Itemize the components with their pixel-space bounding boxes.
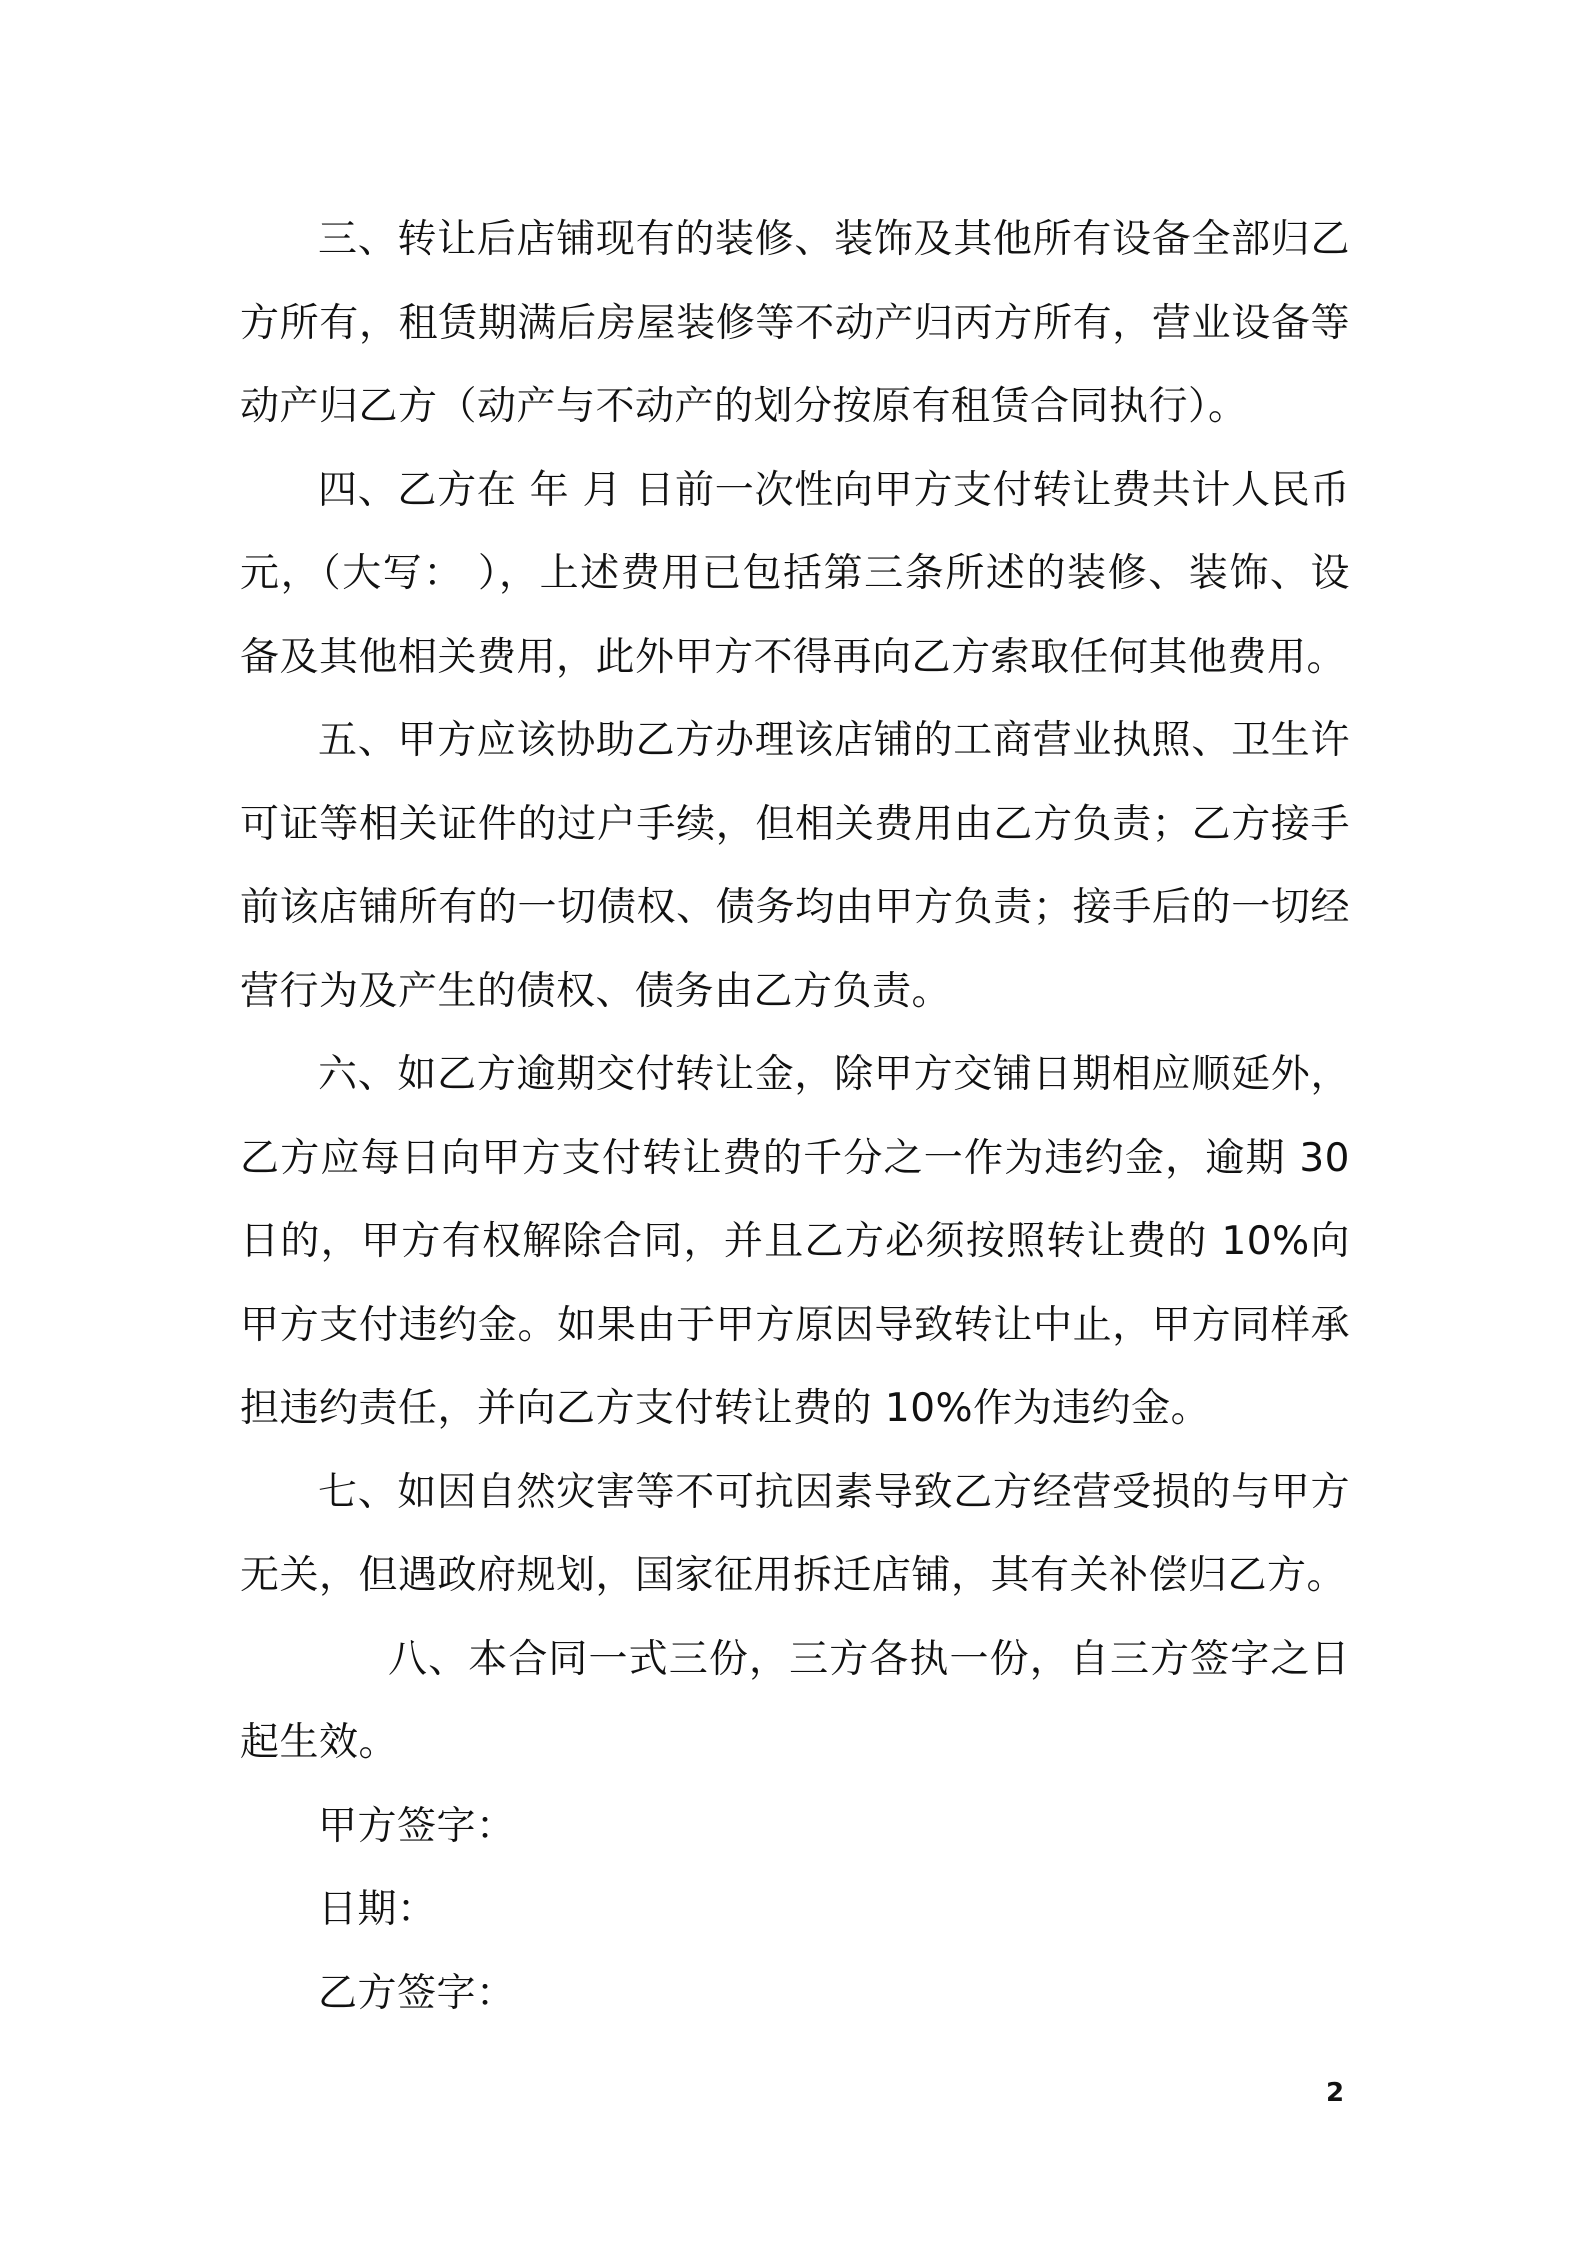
date-label: 日期： [318,1887,437,1932]
party-b-signature-label: 乙方签字： [318,1970,516,2016]
party-a-signature-label: 甲方签字： [318,1803,516,1849]
document-body [240,198,1350,2035]
clause-7: 七、如因自然灾害等不可抗因素导致乙方经营受损的与甲方无关，但遇政府规划，国家征用拆迁店铺，其有关补偿归乙方。 [240,1469,1350,1598]
page-number: 2 [1326,2078,1345,2108]
clause-5: 五、甲方应该协助乙方办理该店铺的工商营业执照、卫生许可证等相关证件的过户手续，但相关费用由乙方负责；乙方接手前该店铺所有的一切债权、债务均由甲方负责；接手后的一切经营行为及产生的债权、债务由乙方负责。 [240,718,1350,1014]
clause-8: 八、本合同一式三份，三方各执一份，自三方签字之日起生效。 [240,1636,1350,1765]
clause-3: 三、转让后店铺现有的装修、装饰及其他所有设备全部归乙方所有，租赁期满后房屋装修等不动产归丙方所有，营业设备等动产归乙方（动产与不动产的划分按原有租赁合同执行）。 [240,217,1350,429]
clause-4: 四、乙方在 年 月 日前一次性向甲方支付转让费共计人民币 元，（大写： ），上述费用已包括第三条所述的装修、装饰、设备及其他相关费用，此外甲方不得再向乙方索取任何其他费用。 [240,467,1350,680]
clause-6: 六、如乙方逾期交付转让金，除甲方交铺日期相应顺延外，乙方应每日向甲方支付转让费的千分之一作为违约金，逾期 30 日的，甲方有权解除合同，并且乙方必须按照转让费的 10%向甲方支付违约金。如果由于甲方原因导致转让中止，甲方同样承担违约责任，并向乙方支付转让费的 10%作为违约金。 [240,1052,1350,1431]
